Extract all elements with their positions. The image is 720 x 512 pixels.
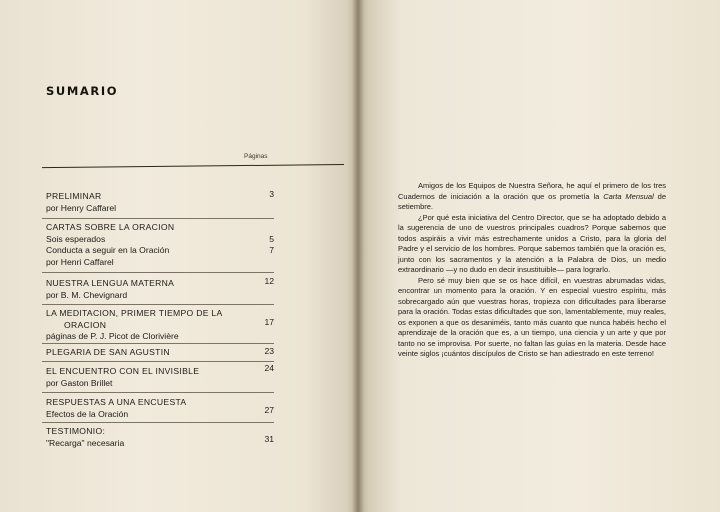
divider — [42, 392, 274, 393]
divider — [42, 422, 274, 423]
toc-entry-title: PRELIMINAR — [46, 191, 102, 201]
toc-entry-author: por Gaston Brillet — [46, 377, 113, 388]
italic-text: Carta Mensual — [603, 191, 654, 201]
toc-entry-author: por B. M. Chevignard — [46, 289, 128, 300]
toc-entry-title: LA MEDITACION, PRIMER TIEMPO DE LA — [46, 308, 223, 318]
toc-page-number: 7 — [269, 245, 274, 255]
toc-entry-author: por Henry Caffarel — [46, 202, 117, 213]
toc-entry-subitem: Conducta a seguir en la Oración — [46, 245, 170, 256]
toc-entry-subitem: "Recarga" necesaria — [46, 437, 125, 448]
toc-entry-subitem: Efectos de la Oración — [46, 408, 129, 419]
toc-page-number: 12 — [264, 276, 274, 286]
divider — [42, 272, 274, 273]
toc-entry-title: PLEGARIA DE SAN AGUSTIN — [46, 347, 170, 357]
toc-page-number: 27 — [264, 405, 274, 415]
page-title: SUMARIO — [46, 84, 119, 98]
toc-entry-respuestas — [46, 397, 276, 420]
book-gutter — [352, 0, 364, 512]
toc-entry-author: páginas de P. J. Picot de Clorivière — [46, 331, 179, 342]
toc-entry-cartas — [46, 222, 276, 268]
toc-entry-title: RESPUESTAS A UNA ENCUESTA — [46, 397, 187, 407]
toc-entry-title: TESTIMONIO: — [46, 426, 106, 436]
header-rule — [42, 164, 344, 168]
toc-page-number: 23 — [264, 346, 274, 356]
toc-entry-testimonio — [46, 426, 276, 449]
paragraph: ¿Por qué esta iniciativa del Centro Director, que se ha adoptado debido a la sugerencia de uno de vuestros principales cuadros? Porque sabemos que todos aspiráis a vivir más estrechamente unidos a Cristo, para la gloria del Padre y el servicio de los hombres. Porque sabemos también que la oración es, junto con los sacramentos y la atención a la Palabra de Dios, un medio extraordinario —y no dudo en decir insustituible— para lograrlo. — [398, 212, 666, 274]
toc-entry-title: CARTAS SOBRE LA ORACION — [46, 222, 175, 232]
paragraph-text: Amigos de los Equipos de Nuestra Señora, he aquí el primero de los tres Cuadernos de iniciación a la oración que os prometía la — [398, 181, 666, 201]
divider — [42, 304, 274, 305]
body-text — [398, 181, 666, 360]
toc-entry-meditacion — [46, 308, 286, 343]
toc-page-number: 3 — [269, 189, 274, 199]
toc-page-number: 24 — [264, 363, 274, 373]
pages-column-header: Páginas — [244, 153, 268, 160]
toc-entry-title-cont: ORACION — [64, 319, 107, 330]
left-page — [0, 0, 358, 512]
toc-entry-encuentro — [46, 366, 276, 389]
toc-entry-author: por Henri Caffarel — [46, 256, 114, 267]
toc-entry-plegaria — [46, 347, 276, 359]
paragraph — [398, 181, 666, 213]
divider — [42, 343, 274, 344]
toc-entry-title: EL ENCUENTRO CON EL INVISIBLE — [46, 366, 200, 376]
toc-page-number: 5 — [269, 234, 274, 244]
divider — [42, 218, 274, 219]
toc-entry-lengua — [46, 278, 276, 301]
paragraph-text: de setiembre. — [398, 191, 666, 211]
toc-entry-subitem: Sois esperados — [46, 233, 106, 244]
toc-page-number: 17 — [264, 317, 274, 327]
toc-page-number: 31 — [264, 434, 274, 444]
divider — [42, 361, 274, 362]
toc-entry-title: NUESTRA LENGUA MATERNA — [46, 278, 175, 288]
toc-entry-preliminar — [46, 191, 276, 214]
paragraph: Pero sé muy bien que se os hace difícil, en vuestras abrumadas vidas, encontrar un momento para la oración. Y en especial vuestro espíritu, más sobrecargado aún que vuestras horas, tropieza con dificultades para liberarse para la oración. Todas estas dificultades que son, lamentablemente, muy reales, os exponen a que os desaniméis, tanto más cuanto que nunca habéis hecho el aprendizaje de la oración que es, a un tiempo, una ciencia y un arte y que por tanto no se improvisa. Por suerte, no faltan las guías en la materia. Desde hace veinte siglos ¡cuántos discípulos de Cristo se han adiestrado en este terreno! — [398, 275, 666, 358]
